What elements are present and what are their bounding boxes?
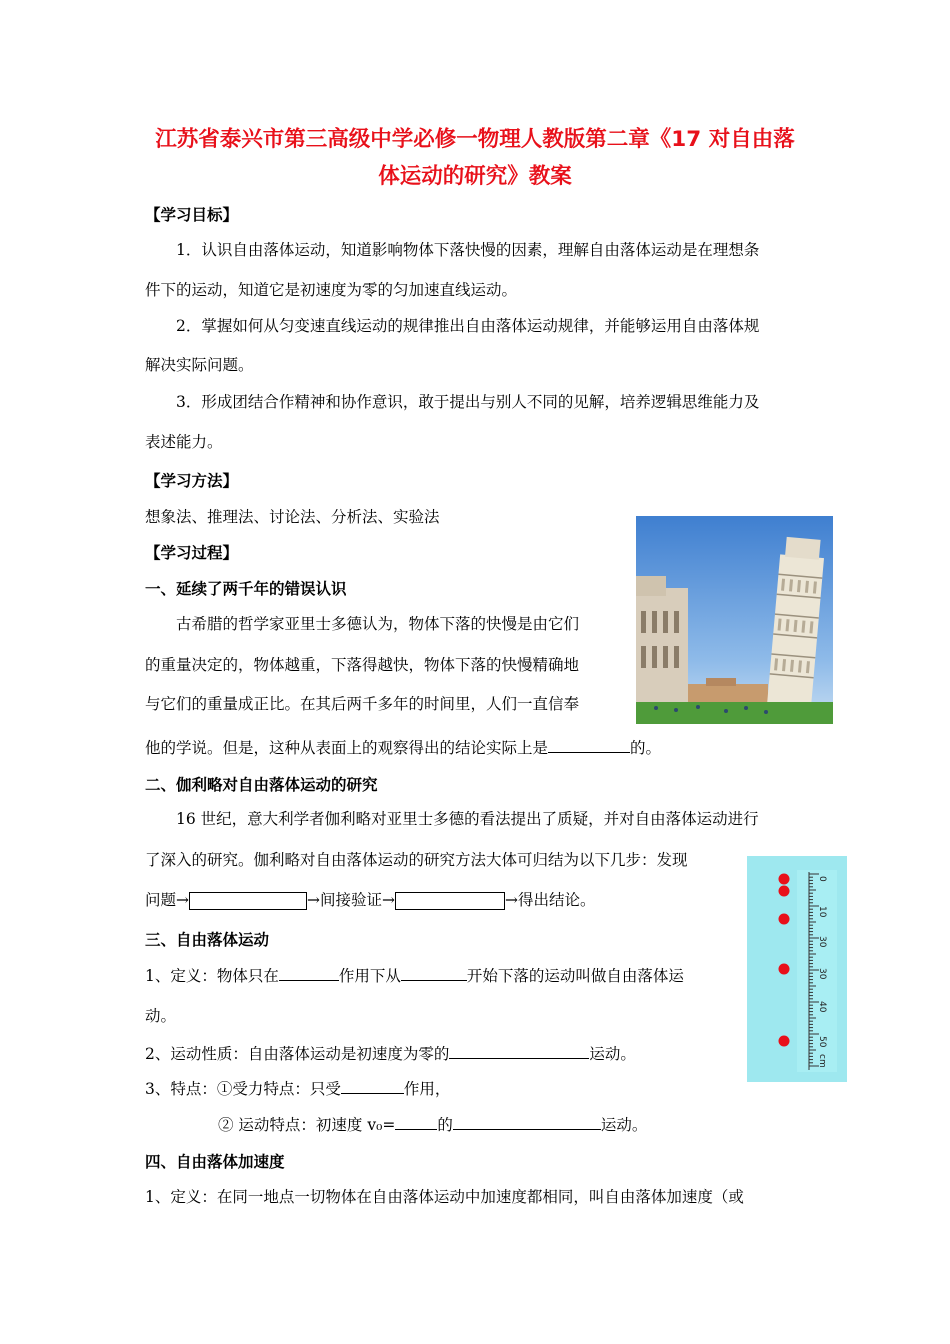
single-force-blank[interactable] [341, 1079, 404, 1094]
flow-step-box-2[interactable] [395, 892, 505, 910]
section4-heading: 四、自由落体加速度 [145, 1153, 285, 1171]
section1-heading: 一、延续了两千年的错误认识 [145, 580, 347, 598]
section1-line3: 与它们的重量成正比。在其后两千多年的时间里，人们一直信奉 [145, 695, 580, 713]
section2-flow [145, 888, 596, 910]
initial-velocity-blank[interactable] [395, 1115, 437, 1130]
section1-line4 [145, 736, 661, 758]
section2-line1: 16 世纪，意大利学者伽利略对亚里士多德的看法提出了质疑，并对自由落体运动进行 [176, 810, 759, 828]
section4-definition: 1、定义：在同一地点一切物体在自由落体运动中加速度都相同，叫自由落体加速度（或 [145, 1188, 744, 1206]
section2-line2: 了深入的研究。伽利略对自由落体运动的研究方法大体可归结为以下几步：发现 [145, 851, 688, 869]
section3-definition-end: 动。 [145, 1007, 177, 1025]
section1-line4-text-a: 他的学说。但是，这种从表面上的观察得出的结论实际上是 [145, 739, 549, 757]
ruler-unit-label: cm [817, 1054, 827, 1068]
objective-2-line-a: 2．掌握如何从匀变速直线运动的规律推出自由落体运动规律，并能够运用自由落体规 [176, 317, 760, 335]
page-title-line1: 江苏省泰兴市第三高级中学必修一物理人教版第二章《17 对自由落 [155, 127, 795, 152]
ruler-label: 50 [817, 1036, 827, 1048]
section3-definition [145, 964, 684, 986]
features-text-a: 3、特点：①受力特点：只受 [145, 1080, 341, 1098]
section3-motion-features [218, 1113, 647, 1135]
flow-mid-text: 间接验证 [320, 891, 383, 909]
nature-text-b: 运动。 [589, 1045, 636, 1063]
flow-start-text: 问题 [145, 891, 177, 909]
arrow-icon: → [176, 891, 190, 909]
page-title-line2: 体运动的研究》教案 [378, 164, 572, 189]
section1-answer-blank[interactable] [548, 738, 630, 753]
falling-ball [779, 1036, 790, 1047]
pisa-tower-photo [636, 516, 833, 724]
definition-text-b: 作用下从 [338, 967, 401, 985]
objective-2-line-b: 解决实际问题。 [145, 356, 254, 374]
motion-features-text-c: 运动。 [600, 1116, 648, 1134]
section3-nature [145, 1042, 636, 1064]
free-fall-ruler-figure [747, 856, 847, 1082]
ruler-label: 40 [817, 1001, 827, 1013]
falling-ball [779, 964, 790, 975]
falling-ball [779, 886, 790, 897]
objective-1-line-a: 1．认识自由落体运动，知道影响物体下落快慢的因素，理解自由落体运动是在理想条 [176, 241, 760, 259]
arrow-icon: → [505, 891, 519, 909]
ruler-label: 0 [817, 876, 827, 882]
motion-features-text-b: 的 [437, 1116, 453, 1134]
arrow-icon: → [382, 891, 396, 909]
flow-end-text: 得出结论。 [518, 891, 596, 909]
section1-line1: 古希腊的哲学家亚里士多德认为，物体下落的快慢是由它们 [176, 615, 580, 633]
objective-3-line-b: 表述能力。 [145, 433, 223, 451]
section1-line4-text-b: 的。 [630, 739, 662, 757]
process-heading: 【学习过程】 [145, 544, 239, 562]
section3-features [145, 1077, 450, 1099]
nature-text-a: 2、运动性质：自由落体运动是初速度为零的 [145, 1045, 450, 1063]
section3-heading: 三、自由落体运动 [145, 931, 270, 949]
methods-text: 想象法、推理法、讨论法、分析法、实验法 [145, 508, 440, 526]
motion-features-text-a: ② 运动特点：初速度 v₀= [218, 1116, 396, 1134]
ruler-label: 30 [817, 968, 827, 980]
falling-ball [779, 874, 790, 885]
definition-text-a: 1、定义：物体只在 [145, 967, 279, 985]
falling-ball [779, 914, 790, 925]
state-blank[interactable] [401, 966, 467, 981]
definition-text-c: 开始下落的运动叫做自由落体运 [466, 967, 684, 985]
motion-type-blank[interactable] [449, 1044, 589, 1059]
section2-heading: 二、伽利略对自由落体运动的研究 [145, 776, 378, 794]
methods-heading: 【学习方法】 [145, 472, 239, 490]
ruler-label: 10 [817, 906, 827, 918]
section1-line2: 的重量决定的，物体越重，下落得越快，物体下落的快慢精确地 [145, 656, 580, 674]
objective-1-line-b: 件下的运动，知道它是初速度为零的匀加速直线运动。 [145, 281, 518, 299]
features-text-b: 作用， [403, 1080, 451, 1098]
ruler-graphic [747, 856, 847, 1082]
pisa-tower-image [636, 516, 833, 724]
arrow-icon: → [307, 891, 321, 909]
objective-3-line-a: 3．形成团结合作精神和协作意识，敢于提出与别人不同的见解，培养逻辑思维能力及 [176, 393, 760, 411]
flow-step-box-1[interactable] [189, 892, 307, 910]
force-blank[interactable] [279, 966, 339, 981]
objectives-heading: 【学习目标】 [145, 206, 239, 224]
ruler-label: 30 [817, 936, 827, 948]
motion-kind-blank[interactable] [453, 1115, 601, 1130]
